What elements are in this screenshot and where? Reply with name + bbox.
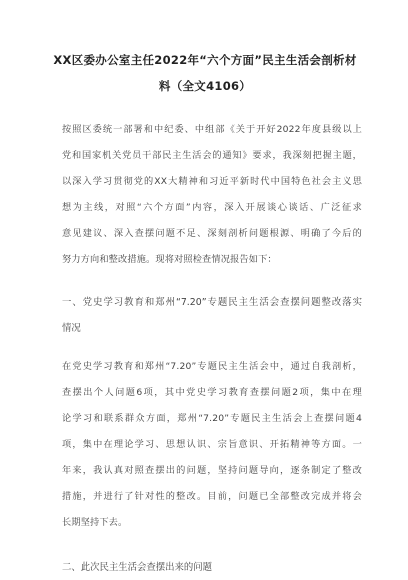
- document-title-line-2: 料（全文4106）: [158, 79, 252, 93]
- intro-paragraph-line: 意见建议、深入查摆问题不足、深刻剖析问题根源、明确了今后的: [62, 228, 362, 239]
- intro-paragraph-line: 努力方向和整改措施。现将对照检查情况报告如下：: [62, 254, 277, 265]
- intro-paragraph-line: 以深入学习贯彻党的XX大精神和习近平新时代中国特色社会主义思: [62, 176, 362, 187]
- intro-paragraph-line: 想为主线，对照“六个方面”内容，深入开展谈心谈话、广泛征求: [62, 202, 362, 213]
- section-1-paragraph-line: 年来，我认真对照查摆出的问题，坚持问题导向，逐条制定了整改: [62, 465, 362, 476]
- document-title-line-1: XX区委办公室主任2022年“六个方面”民主生活会剖析材: [53, 53, 357, 67]
- section-1-paragraph-line: 措施，并进行了针对性的整改。目前，问题已全部整改完成并将会: [62, 491, 362, 502]
- section-2-heading: 二、此次民主生活会查摆出来的问题: [62, 562, 213, 573]
- section-1-paragraph-line: 项，集中在理论学习、思想认识、宗旨意识、开拓精神等方面。一: [62, 439, 362, 450]
- section-1-paragraph-line: 在党史学习教育和郑州“7.20”专题民主生活会中，通过自我剖析，: [62, 361, 362, 372]
- section-1-heading-continued: 情况: [62, 323, 81, 334]
- intro-paragraph-line: 按照区委统一部署和中纪委、中组部《关于开好2022年度县级以上: [62, 124, 362, 135]
- section-1-paragraph-line: 论学习和联系群众方面，郑州“7.20”专题民主生活会上查摆问题4: [62, 413, 362, 424]
- intro-paragraph-line: 党和国家机关党员干部民主生活会的通知》要求，我深刻把握主题，: [62, 150, 362, 161]
- section-1-paragraph-line: 查摆出个人问题6项，其中党史学习教育查摆问题2项，集中在理: [62, 387, 362, 398]
- section-1-heading: 一、党史学习教育和郑州“7.20”专题民主生活会查摆问题整改落实: [62, 297, 362, 308]
- section-1-paragraph-line: 长期坚持下去。: [62, 517, 128, 528]
